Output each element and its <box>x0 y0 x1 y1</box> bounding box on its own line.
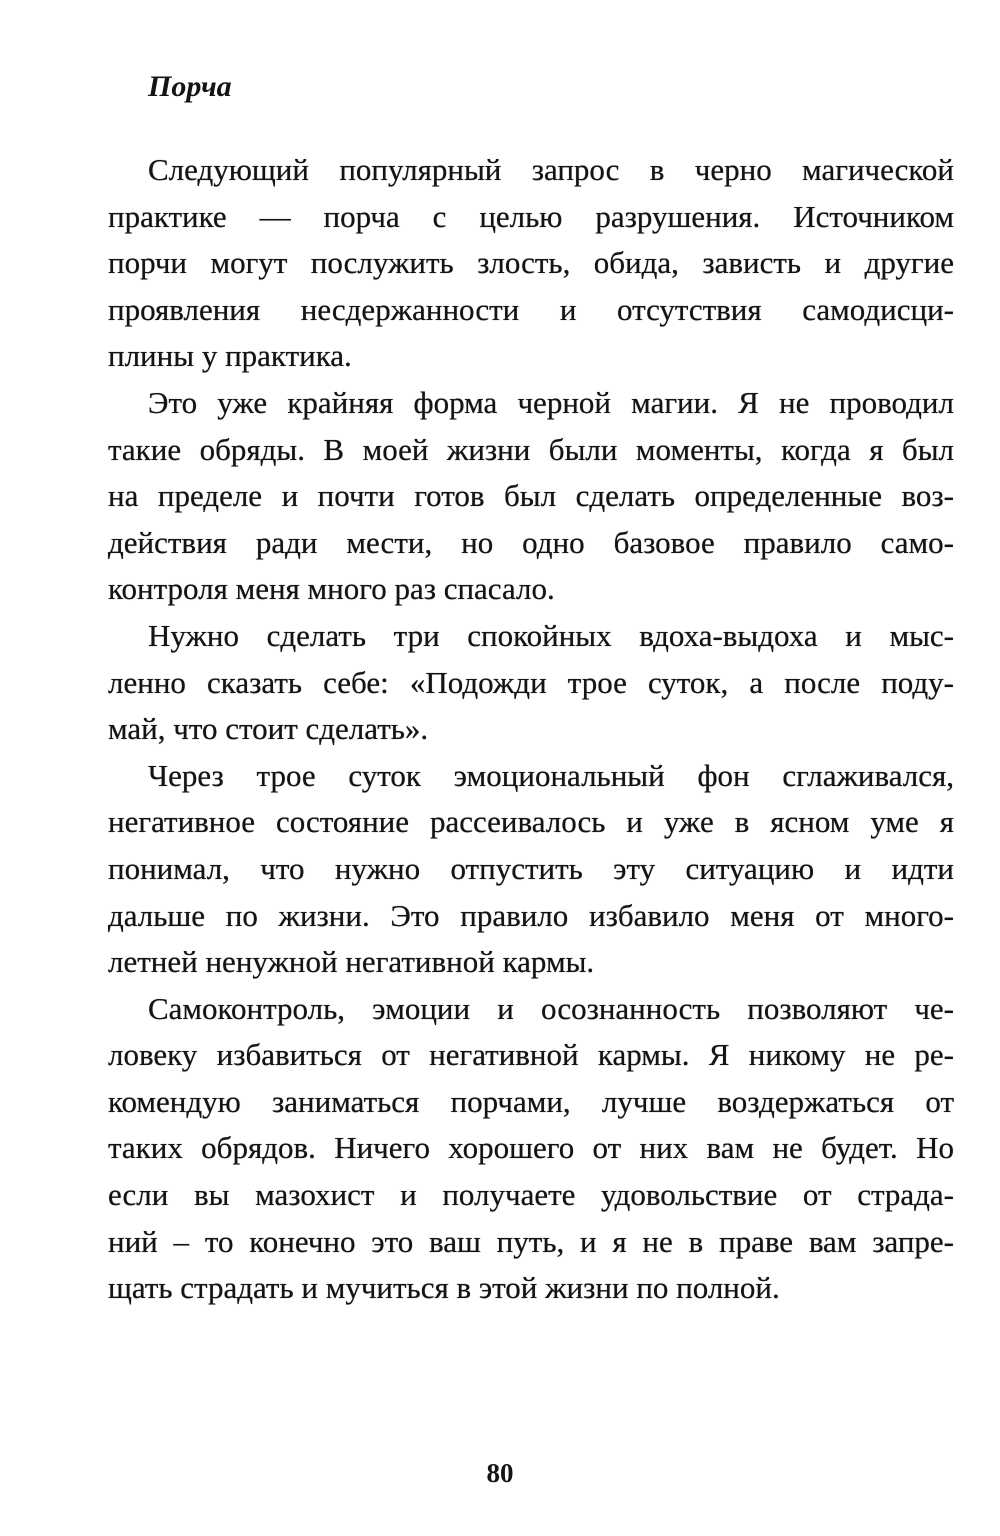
text-line: плины у практика. <box>108 338 352 374</box>
paragraph <box>108 613 954 753</box>
text-line: таких обрядов. Ничего хорошего от них вам не будет. Но <box>108 1130 954 1166</box>
text-line: Через трое суток эмоциональный фон сглаживался, <box>148 757 954 793</box>
text-line: Следующий популярный запрос в черно магической <box>148 152 954 187</box>
text-line: такие обряды. В моей жизни были моменты, когда я был <box>108 431 954 467</box>
text-line: понимал, что нужно отпустить эту ситуацию и идти <box>108 850 954 886</box>
page-number: 80 <box>486 1458 514 1488</box>
text-line: ленно сказать себе: «Подожди трое суток, а после поду- <box>108 664 954 700</box>
text-line: контроля меня много раз спасало. <box>108 571 555 607</box>
text-line: Нужно сделать три спокойных вдоха-выдоха и мыс- <box>148 617 954 653</box>
text-line: щать страдать и мучиться в этой жизни по полной. <box>108 1270 780 1306</box>
text-line: комендую заниматься порчами, лучше воздержаться от <box>108 1083 954 1119</box>
text-line: негативное состояние рассеивалось и уже в ясном уме я <box>108 804 954 840</box>
text-line: ний – то конечно это ваш путь, и я не в праве вам запре- <box>108 1223 954 1259</box>
text-line: Самоконтроль, эмоции и осознанность позволяют че- <box>148 990 954 1026</box>
text-line: проявления несдержанности и отсутствия самодисци- <box>108 291 954 327</box>
text-line: Это уже крайняя форма черной магии. Я не проводил <box>148 384 954 420</box>
text-line: май, что стоит сделать». <box>108 711 429 747</box>
text-line: порчи могут послужить злость, обида, зависть и другие <box>108 245 954 281</box>
text-line: дальше по жизни. Это правило избавило меня от много- <box>108 897 954 933</box>
paragraph <box>108 986 954 1312</box>
body-text <box>108 147 954 1312</box>
text-line: действия ради мести, но одно базовое правило само- <box>108 524 954 560</box>
section-title: Порча <box>148 70 232 103</box>
paragraph <box>108 147 954 380</box>
text-line: летней ненужной негативной кармы. <box>108 944 595 980</box>
paragraph <box>108 380 954 613</box>
text-line: практике — порча с целью разрушения. Источником <box>108 198 954 234</box>
paragraph <box>108 753 954 986</box>
text-line: ловеку избавиться от негативной кармы. Я никому не ре- <box>108 1037 954 1073</box>
text-line: на пределе и почти готов был сделать определенные воз- <box>108 478 954 514</box>
text-line: если вы мазохист и получаете удовольствие от страда- <box>108 1177 954 1213</box>
